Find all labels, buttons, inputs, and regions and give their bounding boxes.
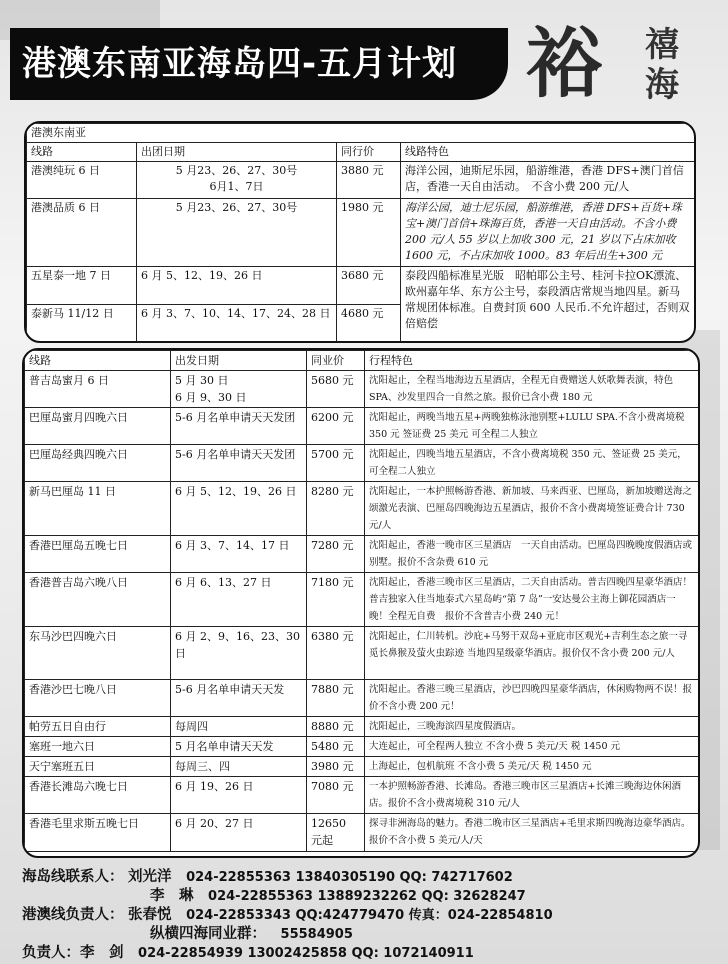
contact-info: 55584905	[280, 927, 353, 942]
route-features: 沈阳起止，三晚海滨四星度假酒店。	[365, 717, 699, 737]
table-row	[25, 627, 699, 680]
departure-dates: 6 月 20、27 日	[171, 814, 307, 852]
column-header: 出团日期	[137, 143, 337, 162]
route-name: 东马沙巴四晚六日	[25, 627, 171, 680]
column-header: 行程特色	[365, 351, 699, 371]
company-logo	[518, 18, 714, 110]
route-features: 上海起止，包机航班 不含小费 5 美元/天 税 1450 元	[365, 757, 699, 777]
page-title: 港澳东南亚海岛四-五月计划	[22, 44, 458, 84]
logo-word-2: 海	[645, 65, 679, 105]
contact-name: 李 琳	[150, 888, 194, 904]
route-name: 五星泰一地 7 日	[27, 267, 137, 305]
route-features: 沈阳起止，香港一晚市区三星酒店 一天自由活动。巴厘岛四晚晚度假酒店或别墅。报价不含杂费 610 元	[365, 536, 699, 573]
route-features: 沈阳起止，全程当地海边五星酒店，全程无自费赠送人妖歌舞表演，特色 SPA、沙发里四合一自然之旅。报价已含小费 180 元	[365, 371, 699, 408]
price: 3680 元	[337, 267, 401, 305]
table-row	[25, 408, 699, 445]
departure-dates: 6 月 5、12、19、26 日	[171, 482, 307, 536]
route-features: 泰段四船标准星光版 昭帕耶公主号、桂河卡拉OK漂流、欧州嘉年华、东方公主号，泰段酒店常规当地四星。新马常规团体标准。自费封顶 600 人民币.不允许超过，否则双倍赔偿	[401, 267, 695, 343]
route-name: 香港沙巴七晚八日	[25, 680, 171, 717]
table-row	[25, 717, 699, 737]
departure-dates: 5-6 月名单申请天天发	[171, 680, 307, 717]
price: 4680 元	[337, 305, 401, 343]
route-features: 沈阳起止，一本护照畅游香港、新加坡、马来西亚、巴厘岛，新加坡赠送海之颂激光表演、巴厘岛四晚海边五星酒店，报价不含小费离境签证费合计 730 元/人	[365, 482, 699, 536]
table-row	[25, 445, 699, 482]
column-header: 同业价	[307, 351, 365, 371]
contact-line	[150, 925, 353, 944]
table-row	[25, 371, 699, 408]
contact-label: 港澳线负责人：	[22, 907, 124, 923]
route-features: 海洋公园，迪士尼乐园，船游维港，香港 DFS+百货+珠宝+澳门首信+珠海百货，香港一天自由活动。不含小费200 元/人 55 岁以上加收 300 元，21 岁以下占床加收 1600 元，不占床加收 1000。83 年后出生+300 元	[401, 199, 695, 267]
table-header-row	[25, 351, 699, 371]
departure-dates: 5 月 30 日 6 月 9、30 日	[171, 371, 307, 408]
logo-mark: 裕	[526, 19, 602, 108]
table-row	[25, 737, 699, 757]
table-row	[25, 814, 699, 852]
departure-dates: 6 月 6、13、27 日	[171, 573, 307, 627]
route-name: 香港长滩岛六晚七日	[25, 777, 171, 814]
departure-dates: 5 月23、26、27、30号 6月1、7日	[137, 162, 337, 199]
column-header: 线路	[25, 351, 171, 371]
column-header: 出发日期	[171, 351, 307, 371]
departure-dates: 5-6 月名单申请天天发团	[171, 445, 307, 482]
route-features: 沈阳起止，仁川转机。沙庇+马努干双岛+亚庇市区观光+吉利生态之旅一寻觅长鼻猴及萤火虫踪迹 当地四星级豪华酒店。报价仅不含小费 200 元/人	[365, 627, 699, 680]
price: 5480 元	[307, 737, 365, 757]
table-row	[27, 199, 695, 267]
column-header: 线路特色	[401, 143, 695, 162]
route-features: 海洋公园，迪斯尼乐园，船游维港，香港 DFS+澳门首信店，香港一天自由活动。 不含小费 200 元/人	[401, 162, 695, 199]
route-name: 塞班一地六日	[25, 737, 171, 757]
departure-dates: 6 月 3、7、10、14、17、24、28 日	[137, 305, 337, 343]
column-header: 同行价	[337, 143, 401, 162]
price: 6380 元	[307, 627, 365, 680]
route-name: 帕劳五日自由行	[25, 717, 171, 737]
contact-line	[22, 868, 513, 887]
departure-dates: 每周三、四	[171, 757, 307, 777]
hk-macau-sea-table	[26, 123, 695, 343]
contact-line	[22, 944, 474, 963]
price: 7080 元	[307, 777, 365, 814]
departure-dates: 6 月 2、9、16、23、30 日	[171, 627, 307, 680]
route-name: 港澳品质 6 日	[27, 199, 137, 267]
hk-macau-sea-panel	[24, 121, 696, 343]
departure-dates: 5-6 月名单申请天天发团	[171, 408, 307, 445]
logo-word-1: 禧	[645, 25, 679, 65]
departure-dates: 6 月 5、12、19、26 日	[137, 267, 337, 305]
route-features: 大连起止，可全程两人独立 不含小费 5 美元/天 税 1450 元	[365, 737, 699, 757]
table-row	[27, 162, 695, 199]
route-name: 香港普吉岛六晚八日	[25, 573, 171, 627]
route-name: 泰新马 11/12 日	[27, 305, 137, 343]
table-header-row	[27, 143, 695, 162]
contact-name: 纵横四海同业群：	[150, 926, 266, 942]
contact-info: 024-22853343 QQ:424779470 传真：024-22854810	[186, 908, 553, 923]
price: 7180 元	[307, 573, 365, 627]
price: 5700 元	[307, 445, 365, 482]
departure-dates: 5 月名单申请天天发	[171, 737, 307, 757]
contact-label: 负责人：李 剑	[22, 945, 124, 961]
table-row	[25, 680, 699, 717]
route-name: 普吉岛蜜月 6 日	[25, 371, 171, 408]
price: 3980 元	[307, 757, 365, 777]
departure-dates: 6 月 19、26 日	[171, 777, 307, 814]
route-name: 巴厘岛蜜月四晚六日	[25, 408, 171, 445]
departure-dates: 每周四	[171, 717, 307, 737]
route-name: 香港毛里求斯五晚七日	[25, 814, 171, 852]
price: 3880 元	[337, 162, 401, 199]
table-row	[25, 536, 699, 573]
contact-label: 海岛线联系人：	[22, 869, 124, 885]
price: 7880 元	[307, 680, 365, 717]
departure-dates: 6 月 3、7、14、17 日	[171, 536, 307, 573]
route-features: 一本护照畅游香港、长滩岛。香港三晚市区三星酒店+长滩三晚海边休闲酒店。报价不含小费离境税 310 元/人	[365, 777, 699, 814]
contact-line	[22, 906, 553, 925]
section-label: 港澳东南亚	[27, 124, 695, 143]
contact-footer	[0, 864, 728, 964]
contact-name: 刘光洋	[128, 869, 172, 885]
table-row	[25, 757, 699, 777]
table-row	[27, 267, 695, 305]
route-features: 沈阳起止。香港三晚三星酒店，沙巴四晚四星豪华酒店，休闲购物两不误！报价不含小费 200 元！	[365, 680, 699, 717]
contact-info: 024-22855363 13889232262 QQ: 32628247	[208, 889, 526, 904]
table-row	[25, 573, 699, 627]
contact-name: 张春悦	[128, 907, 172, 923]
price: 1980 元	[337, 199, 401, 267]
route-name: 天宁塞班五日	[25, 757, 171, 777]
route-features: 沈阳起止，四晚当地五星酒店，不含小费离境税 350 元、签证费 25 美元，可全程二人独立	[365, 445, 699, 482]
contact-line	[150, 887, 526, 906]
contact-info: 024-22855363 13840305190 QQ: 742717602	[186, 870, 513, 885]
price: 5680 元	[307, 371, 365, 408]
table-row	[25, 482, 699, 536]
price: 7280 元	[307, 536, 365, 573]
route-name: 香港巴厘岛五晚七日	[25, 536, 171, 573]
price: 8880 元	[307, 717, 365, 737]
price: 12650 元起	[307, 814, 365, 852]
route-features: 探寻非洲海岛的魅力。香港二晚市区三星酒店+毛里求斯四晚海边豪华酒店。报价不含小费 5 美元/人/天	[365, 814, 699, 852]
departure-dates: 5 月23、26、27、30号	[137, 199, 337, 267]
route-name: 巴厘岛经典四晚六日	[25, 445, 171, 482]
table-row	[25, 777, 699, 814]
island-routes-panel	[22, 348, 700, 858]
route-features: 沈阳起止，香港三晚市区三星酒店，二天自由活动。普吉四晚四星豪华酒店！普吉独家入住当地泰式六星岛屿“第 7 岛”一安达曼公主海上御花园酒店一晚！全程无自费 报价不含普吉小费 240 元！	[365, 573, 699, 627]
contact-info: 024-22854939 13002425858 QQ: 1072140911	[138, 946, 474, 961]
column-header: 线路	[27, 143, 137, 162]
route-features: 沈阳起止，两晚当地五星+两晚独栋泳池别墅+LULU SPA.不含小费离境税 350 元 签证费 25 美元 可全程二人独立	[365, 408, 699, 445]
route-name: 港澳纯玩 6 日	[27, 162, 137, 199]
route-name: 新马巴厘岛 11 日	[25, 482, 171, 536]
price: 8280 元	[307, 482, 365, 536]
price: 6200 元	[307, 408, 365, 445]
island-routes-table	[24, 350, 699, 852]
